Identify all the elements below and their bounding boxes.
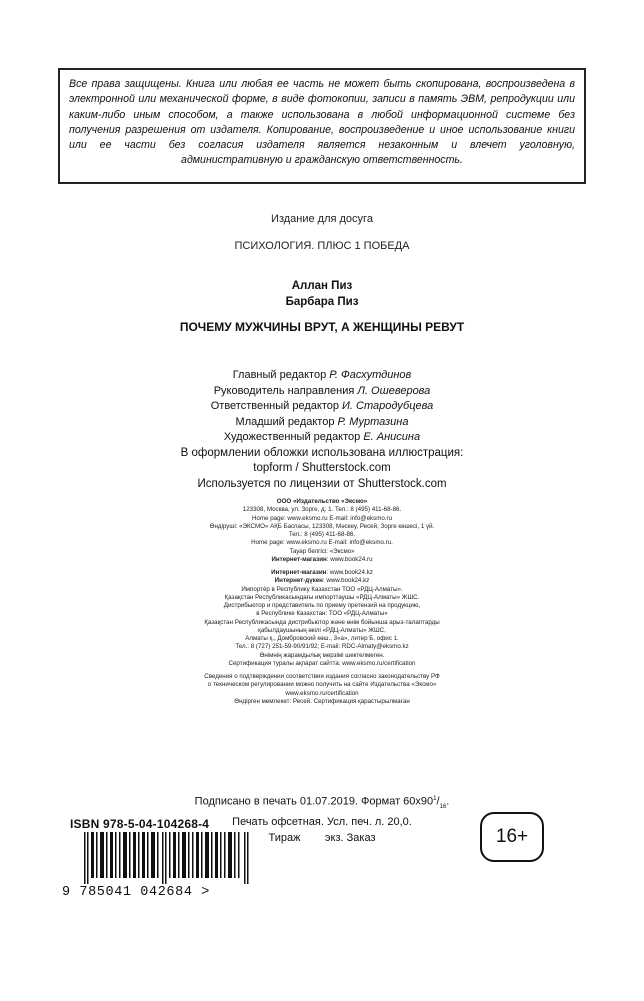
isbn-number: ISBN 978-5-04-104268-4	[70, 817, 210, 831]
barcode-icon	[84, 832, 250, 884]
publisher-info: ООО «Издательство «Эксмо» 123308, Москва, ул. Зорге, д. 1. Тел.: 8 (495) 411-68-86. Home page: www.eksmo.ru E-mail: info@eksmo.ru Өндіруші: «ЭКСМО» АҚБ Баспасы, 123308, Мәскеу, Ресей, Зорге көшесі, 1 үй. Тел.: 8 (495) 411-68-86. Home page: www.eksmo.ru E-mail: info@eksmo.ru. Тауар белгісі: «Эксмо» Интернет-магазин: www.book24.ru Интернет-магазин: www.book24.kz Интернет-дүкен: www.book24.kz Импортёр в Республику Казахстан ТОО «РДЦ-Алматы». Қазақстан Республикасындағы импорттаушы «РДЦ-Алматы» ЖШС. Дистрибьютор и представитель по приему претензий на продукцию, в Республике Казахстан: ТОО «РДЦ-Алматы» Қазақстан Республикасында дистрибьютор және өнім бойынша арыз-талаптарды қабылдаушының өкілі «РДЦ-Алматы» ЖШС, Алматы қ., Домбровский көш., 3«а», литер Б, офис 1. Тел.: 8 (727) 251-59-90/91/92; E-mail: RDC-Almaty@eksmo.kz Өнімнің жарамдылық мерзімі шектелмеген. Сертификация туралы ақпарат сайтта: www.eksmo.ru/certification Сведения о подтверждении соответствия издания согласно законодательству РФ о техническом регулировании можно получить на сайте Издательства «Эксмо» www.eksmo.ru/certification Өндірген мемлекет: Ресей. Сертификация қарастырылмаған	[0, 498, 644, 706]
online-shop-kz-kaz: Интернет-дүкен: www.book24.kz	[274, 577, 370, 585]
print-signed-line: Подписано в печать 01.07.2019. Формат $60x90^1/_{16}$.	[194, 795, 450, 810]
staff-line: Руководитель направления Л. Ошеверова	[213, 384, 431, 397]
print-type-line: Печать офсетная. Усл. печ. л. 20,0.	[232, 816, 412, 829]
publisher-name: ООО «Издательство «Эксмо»	[276, 498, 368, 505]
book-title: ПОЧЕМУ МУЖЧИНЫ ВРУТ, А ЖЕНЩИНЫ РЕВУТ	[179, 320, 465, 334]
copyright-notice-box	[58, 68, 586, 184]
series-name: ПСИХОЛОГИЯ. ПЛЮС 1 ПОБЕДА	[234, 240, 410, 252]
author-2: Барбара Пиз	[285, 296, 359, 308]
staff-line: Художественный редактор Е. Анисина	[223, 431, 421, 444]
copyright-notice-text: Все права защищены. Книга или любая ее часть не может быть скопирована, воспроизведена в электронной или механической форме, в виде фотокопии, записи в память ЭВМ, репродукции или каким-либо иным способом, а также использована в любой информационной системе без получения разрешения от издателя. Копирование, воспроизведение и иное использование книги или ее части без согласия издателя является незаконным и влечет уголовную, административную и гражданскую ответственность.	[69, 78, 575, 167]
editorial-staff	[0, 368, 644, 446]
age-rating-badge: 16+	[480, 812, 544, 862]
staff-line: Главный редактор Р. Фасхутдинов	[232, 369, 412, 381]
cover-illustration-note: В оформлении обложки использована иллюстрация: topform / Shutterstock.com Используется по лицензии от Shutterstock.com	[180, 447, 464, 490]
edition-type: Издание для досуга	[271, 213, 373, 225]
online-shop-ru: Интернет-магазин: www.book24.ru	[271, 555, 373, 563]
print-run-line: Тираж экз. Заказ	[268, 831, 376, 844]
online-shop-kz: Интернет-магазин: www.book24.kz	[271, 569, 373, 576]
staff-line: Ответственный редактор И. Стародубцева	[210, 400, 434, 413]
staff-line: Младший редактор Р. Муртазина	[235, 415, 409, 428]
barcode-digits: 9 785041 042684 >	[62, 885, 210, 900]
author-1: Аллан Пиз	[291, 280, 353, 292]
